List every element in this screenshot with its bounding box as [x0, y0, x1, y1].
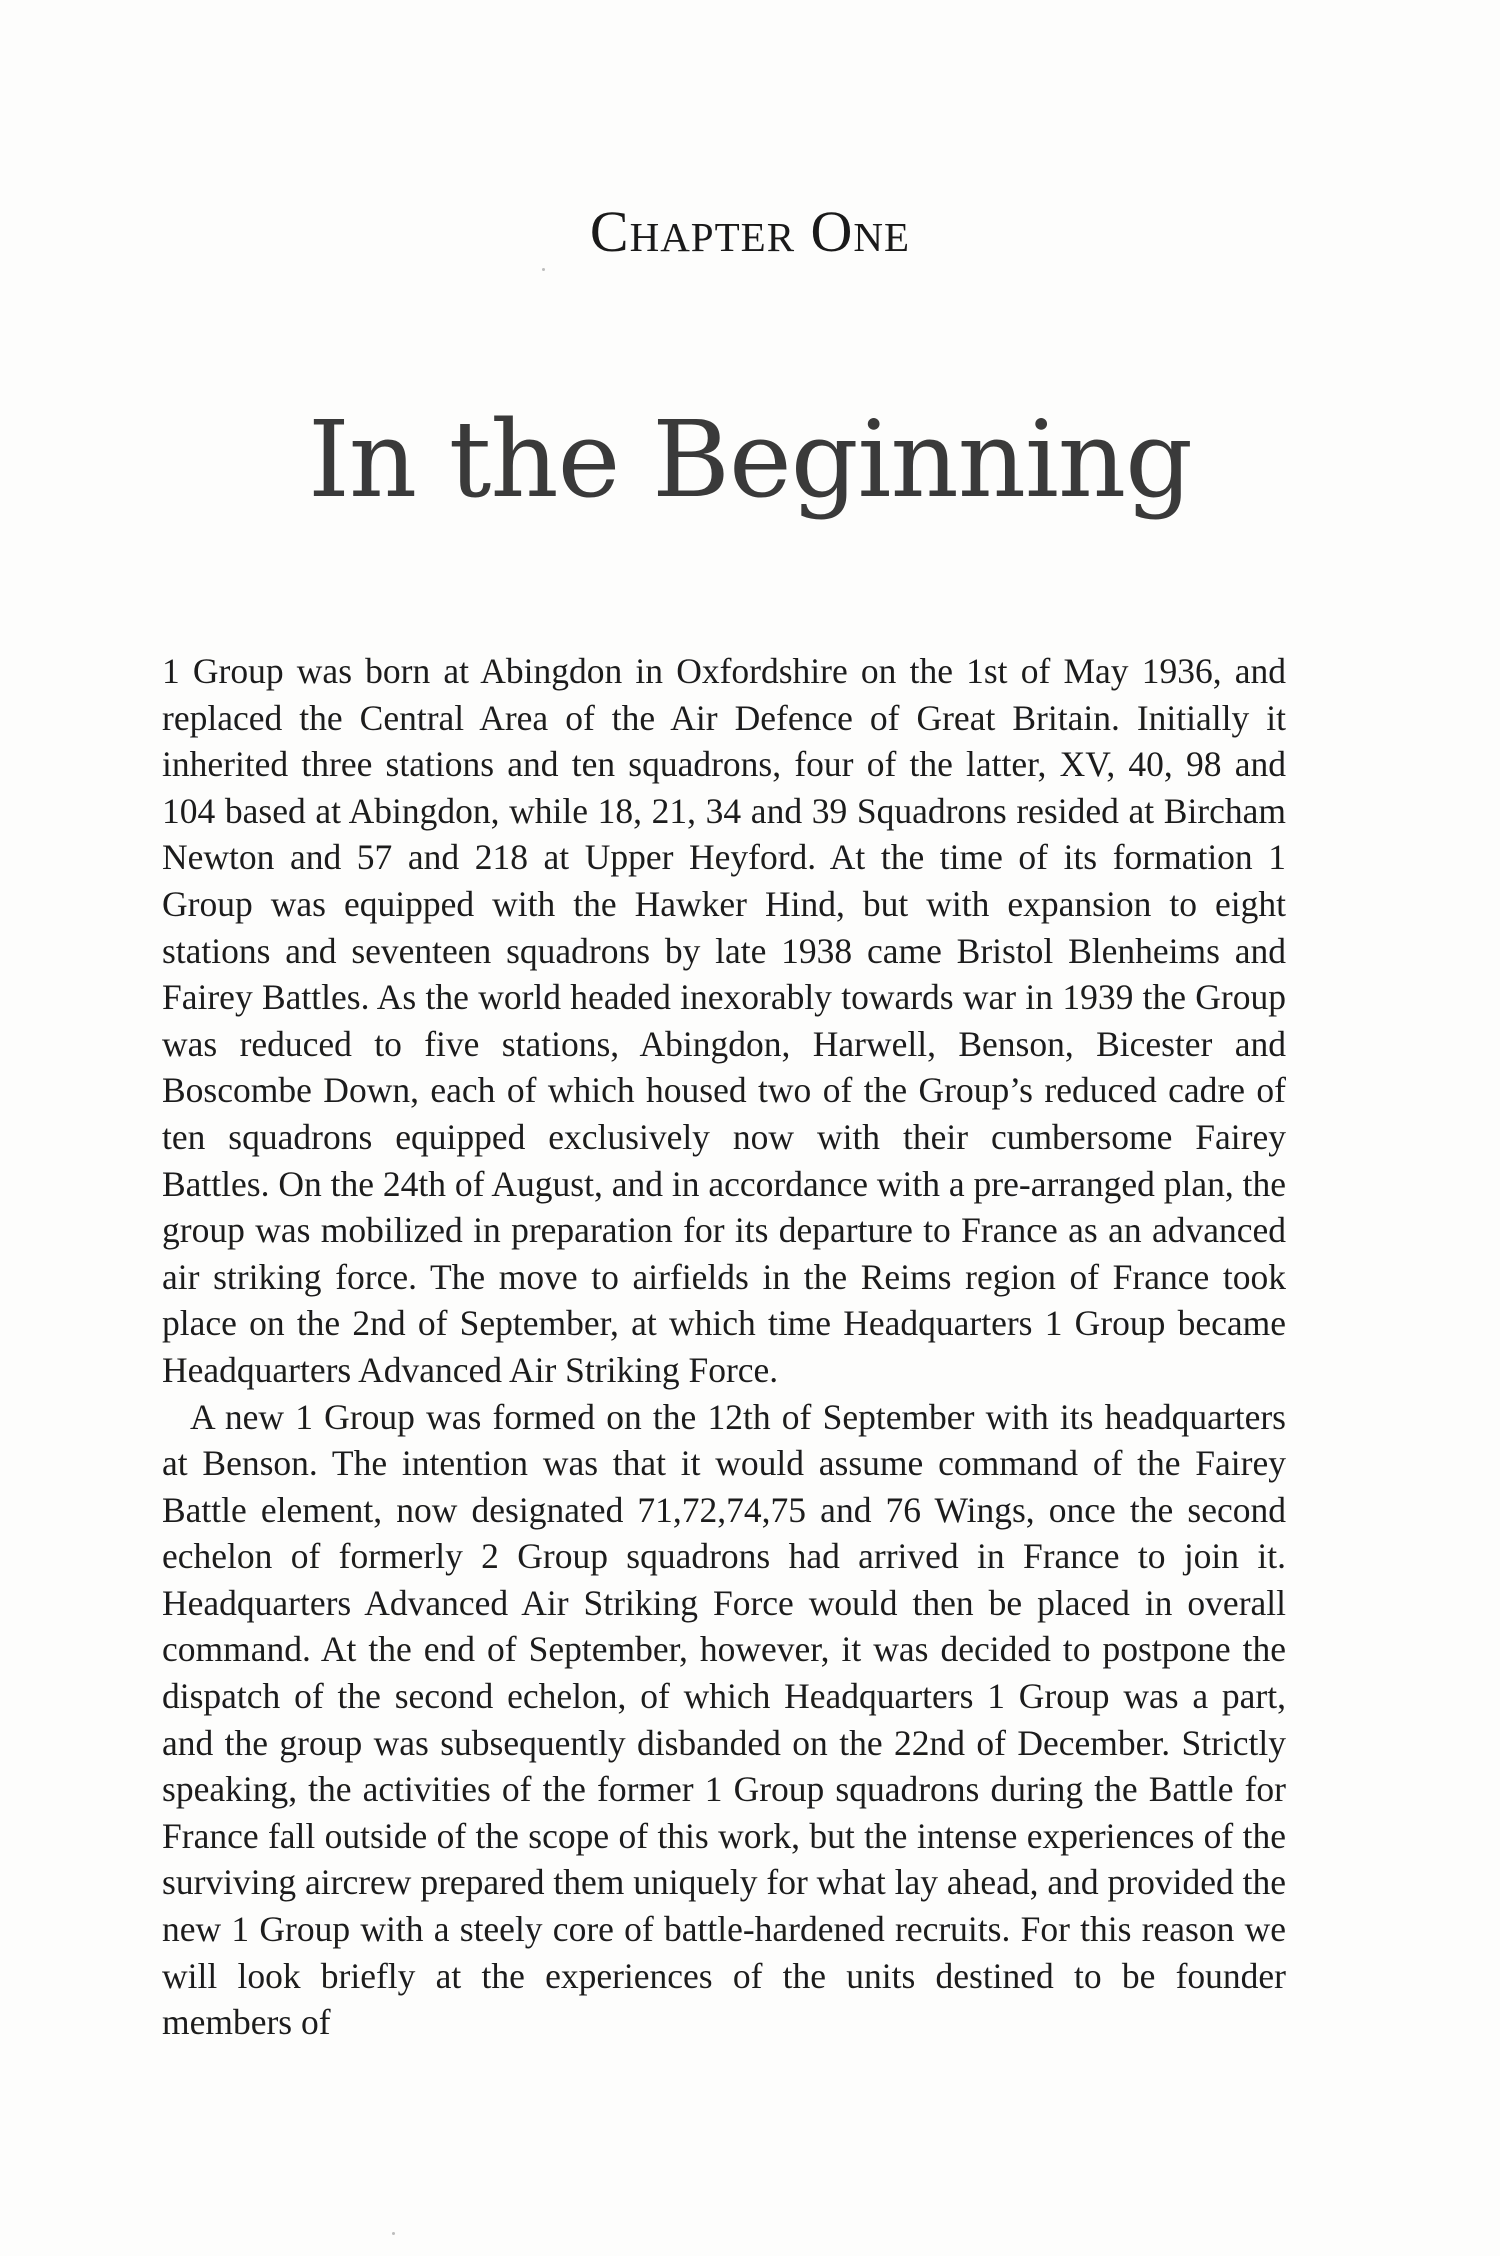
paragraph: 1 Group was born at Abingdon in Oxfordshire on the 1st of May 1936, and replaced the Central Area of the Air Defence of Great Britain. Initially it inherited three stations and ten squadrons, four of the latter, XV, 40, 98 and 104 based at Abingdon, while 18, 21, 34 and 39 Squadrons resided at Bircham Newton and 57 and 218 at Upper Heyford. At the time of its formation 1 Group was equipped with the Hawker Hind, but with expansion to eight stations and seventeen squadrons by late 1938 came Bristol Blenheims and Fairey Battles. As the world headed inexorably towards war in 1939 the Group was reduced to five stations, Abingdon, Harwell, Benson, Bicester and Boscombe Down, each of which housed two of the Group’s reduced cadre of ten squadrons equipped exclusively now with their cumbersome Fairey Battles. On the 24th of August, and in accordance with a pre-arranged plan, the group was mobilized in preparation for its departure to France as an advanced air striking force. The move to airfields in the Reims region of France took place on the 2nd of September, at which time Headquarters 1 Group became Headquarters Advanced Air Striking Force. — [162, 651, 1286, 1390]
chapter-label: Chapter One — [589, 199, 911, 264]
body-text — [162, 648, 1286, 2046]
paragraph: A new 1 Group was formed on the 12th of September with its headquarters at Benson. The intention was that it would assume command of the Fairey Battle element, now designated 71,72,74,75 and 76 Wings, once the second echelon of formerly 2 Group squadrons had arrived in France to join it. Headquarters Advanced Air Striking Force would then be placed in overall command. At the end of September, however, it was decided to postpone the dispatch of the second echelon, of which Headquarters 1 Group was a part, and the group was subsequently disbanded on the 22nd of December. Strictly speaking, the activities of the former 1 Group squadrons during the Battle for France fall outside of the scope of this work, but the intense experiences of the surviving aircrew prepared them uniquely for what lay ahead, and provided the new 1 Group with a steely core of battle-hardened recruits. For this reason we will look briefly at the experiences of the units destined to be founder members of — [162, 1396, 1286, 2043]
scan-speck — [392, 2232, 395, 2235]
chapter-title: In the Beginning — [307, 398, 1193, 521]
scan-speck — [542, 268, 545, 271]
